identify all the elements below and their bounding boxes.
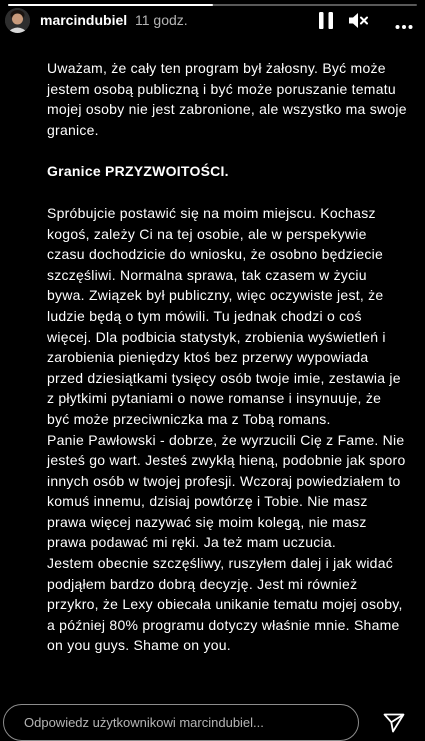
username[interactable]: marcindubiel (40, 12, 128, 28)
story-text (47, 58, 407, 656)
reply-input[interactable] (24, 715, 344, 730)
story-header (0, 8, 425, 34)
send-button[interactable] (383, 713, 405, 733)
more-horizontal-icon (395, 24, 413, 30)
story-progress-bar (8, 4, 417, 6)
profile-photo-icon (5, 8, 30, 33)
story-paragraph: Uważam, że cały ten program był żałosny. Być może jestem osobą publiczną i być może poruszanie tematu mojej osoby nie jest zabronione, ale wszystko ma swoje granice. (47, 60, 407, 138)
pause-icon (318, 12, 334, 29)
story-paragraph: Panie Pawłowski - dobrze, że wyrzucili Cię z Fame. Nie jesteś go wart. Jesteś zwykłą hieną, podobnie jak sporo innych osób w twojej profesji. Wczoraj powiedziałem to komuś innemu, dzisiaj powtórzę i Tobie. Nie masz prawa więcej nazywać się moim kolegą, nie masz prawa podawać mi ręki. Ja też mam uczucia. (47, 431, 406, 551)
mute-button[interactable] (348, 11, 368, 30)
story-paragraph: Jestem obecnie szczęśliwy, ruszyłem dalej i jak widać podjąłem bardzo dobrą decyzję. Jest mi również przykro, że Lexy obiecała unikanie tematu mojej osoby, a później 80% programu dotyczy właśnie mnie. Shame on you guys. Shame on you. (47, 555, 403, 654)
speaker-muted-icon (348, 11, 368, 30)
story-paragraph: Spróbujcie postawić się na moim miejscu. Kochasz kogoś, zależy Ci na tej osobie, ale w perspekywie czasu dochodzicie do wniosku, że osobno będziecie szczęśliwi. Normalna sprawa, tak czasem w życiu bywa. Związek był publiczny, więc oczywiste jest, że ludzie będą o tym mówili. Tu jednak chodzi o coś więcej. Dla podbicia statystyk, zrobienia wyświetleń i zarobienia pieniędzy ktoś bez przerwy wypowiada przed dziesiątkami tysięcy osób twoje imie, zestawia je z płytkimi pytaniami o nowe romanse i insynuuje, że być może przeciwniczka ma z Tobą romans. (47, 204, 401, 427)
avatar[interactable] (5, 8, 30, 33)
pause-button[interactable] (318, 12, 334, 29)
reply-bar (3, 704, 359, 741)
more-options-button[interactable] (395, 17, 413, 23)
story-timestamp: 11 godz. (135, 12, 188, 28)
story-progress-fill (8, 4, 213, 6)
send-icon (383, 713, 405, 733)
story-heading: Granice PRZYZWOITOŚCI. (47, 163, 229, 180)
